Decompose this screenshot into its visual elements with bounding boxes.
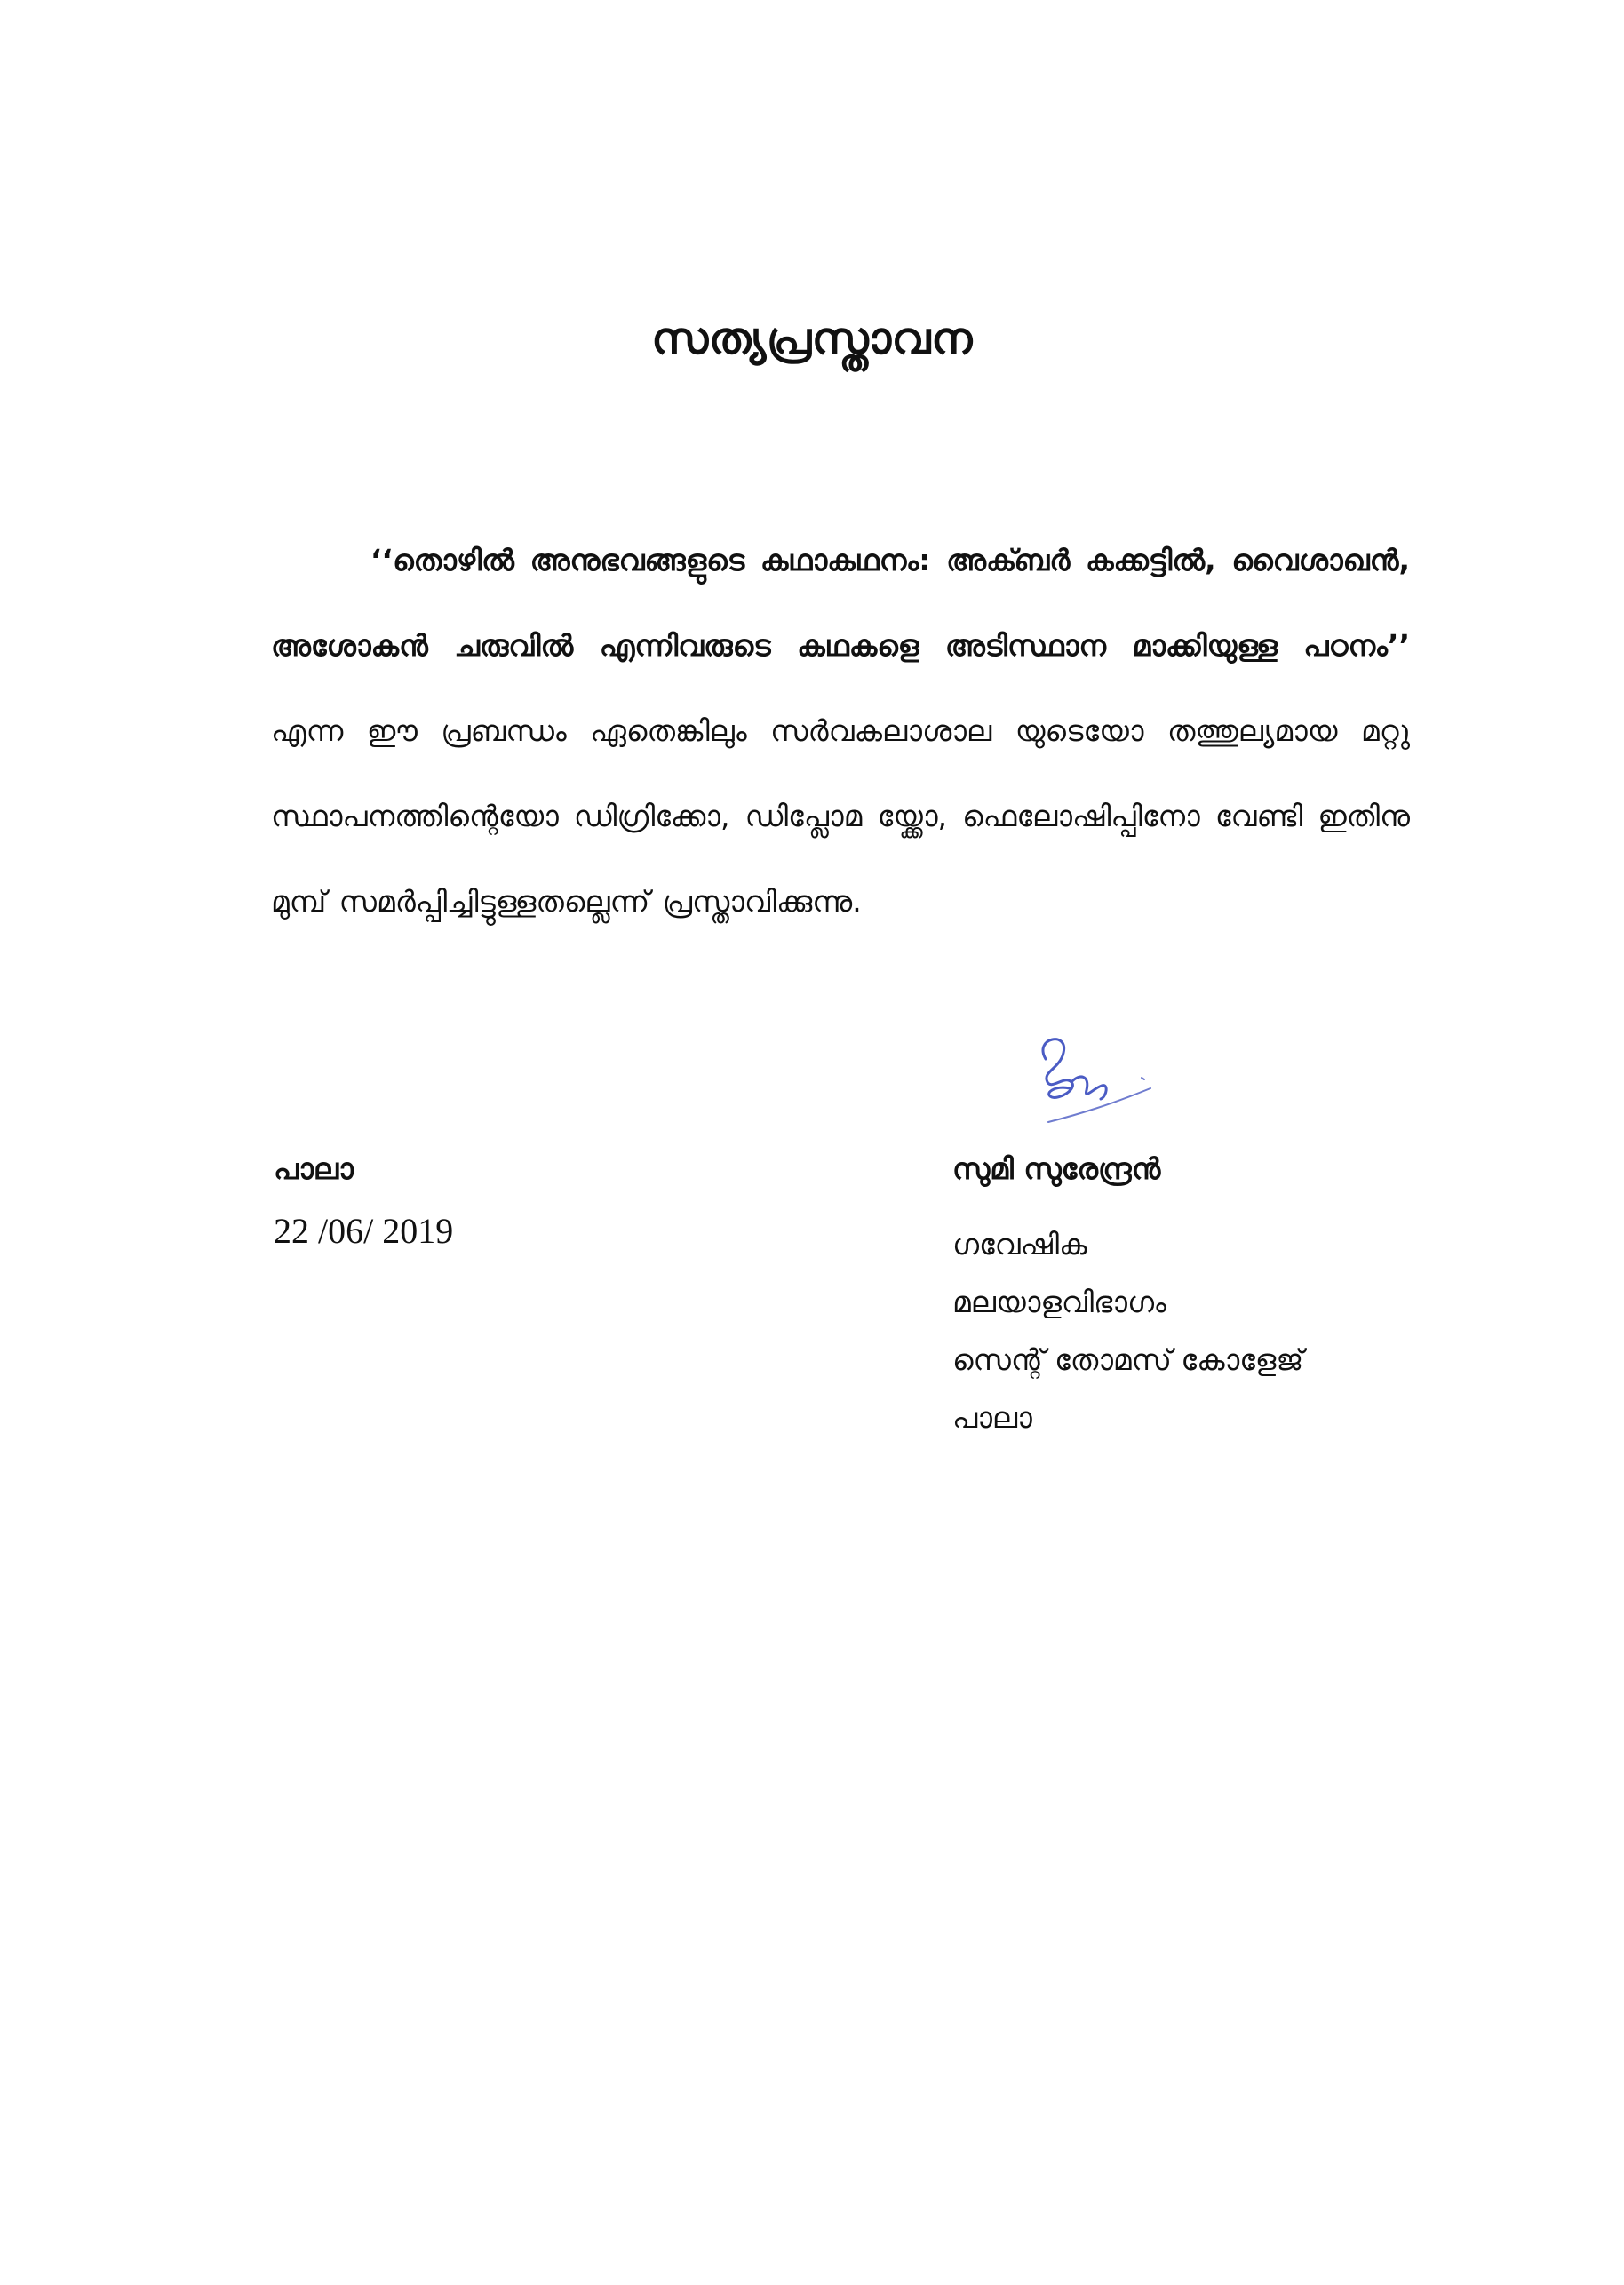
document-title: സത്യപ്രസ്താവന: [651, 312, 973, 364]
handwritten-signature: [1017, 1031, 1168, 1142]
institution-place: പാലാ: [952, 1400, 1032, 1435]
thesis-title: ‘‘തൊഴിൽ അനുഭവങ്ങളുടെ കഥാകഥനം: അക്ബർ കക്കട്ടിൽ, വൈശാഖൻ, അശോകൻ ചരുവിൽ എന്നിവരുടെ കഥകളെ അടിസ്ഥാന മാക്കിയുള്ള പഠനം’’: [271, 543, 1410, 663]
institution-name: സെന്റ് തോമസ് കോളേജ്: [952, 1342, 1304, 1377]
date-label: 22 /06/ 2019: [274, 1211, 454, 1251]
place-label: പാലാ: [274, 1151, 354, 1186]
signatory-role: ഗവേഷിക: [952, 1227, 1087, 1262]
signatory-details: [952, 1215, 1303, 1446]
department-name: മലയാളവിഭാഗം: [952, 1285, 1166, 1319]
signatory-name: സുമി സുരേന്ദ്രൻ: [952, 1151, 1161, 1186]
declaration-text: എന്ന ഈ പ്രബന്ധം ഏതെങ്കിലും സർവകലാശാല യുടെയോ തത്തുല്യമായ മറ്റു സ്ഥാപനത്തിന്റെയോ ഡിഗ്രിക്കോ, ഡിപ്ലോമ യ്ക്കോ, ഫെലോഷിപ്പിനോ വേണ്ടി ഇതിനു മുമ്പ് സമർപ്പിച്ചിട്ടുള്ളതല്ലെന്ന് പ്രസ്താവിക്കുന്നു.: [271, 713, 1410, 919]
declaration-statement: [271, 518, 1410, 944]
